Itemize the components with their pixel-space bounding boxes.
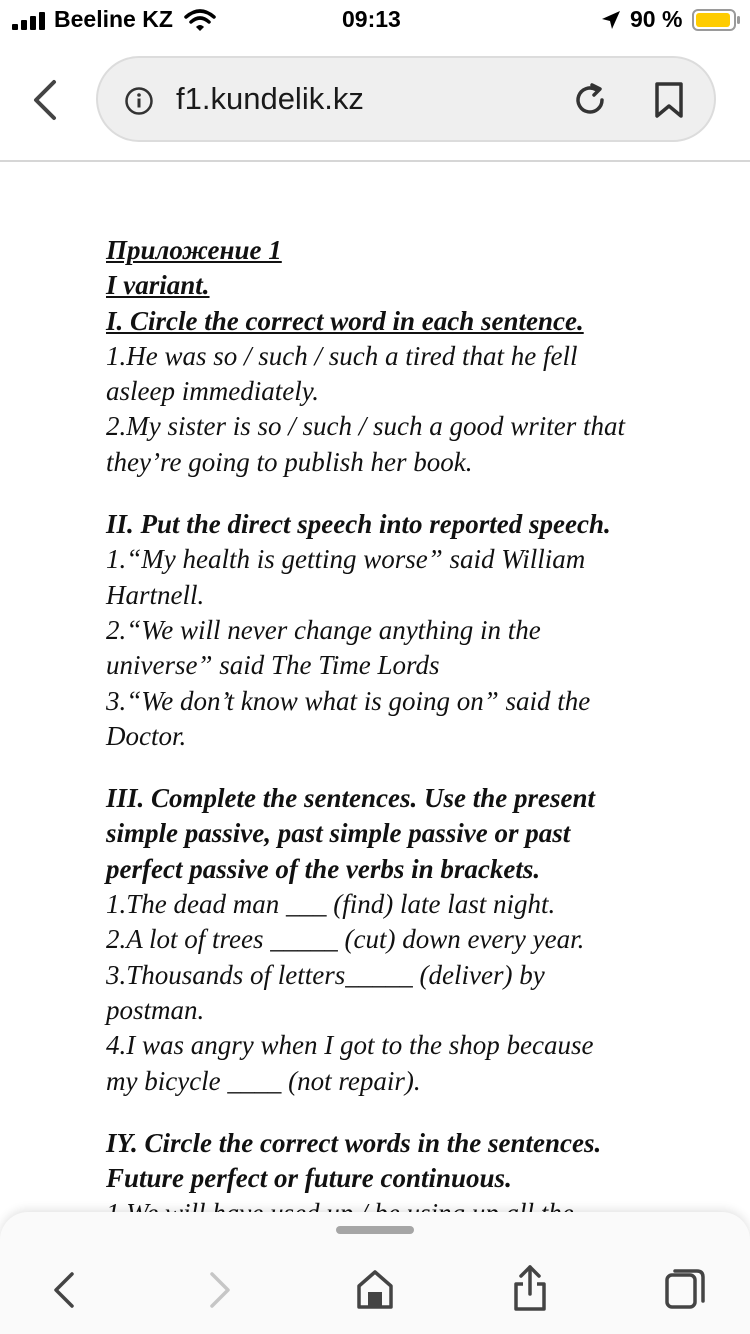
section-3-line: 4.I was angry when I got to the shop because xyxy=(106,1030,594,1061)
section-3-title: perfect passive of the verbs in brackets. xyxy=(106,853,541,884)
toolbar-handle[interactable] xyxy=(336,1226,414,1234)
section-3-line: 2.A lot of trees _____ (cut) down every year. xyxy=(106,924,585,955)
location-arrow-icon xyxy=(600,9,622,31)
home-icon[interactable] xyxy=(356,1268,394,1310)
section-2-line: 3.“We don’t know what is going on” said the xyxy=(106,685,591,716)
section-1-title: I. Circle the correct word in each sentence. xyxy=(106,305,584,336)
status-time: 09:13 xyxy=(342,6,401,32)
reload-icon[interactable] xyxy=(572,82,608,118)
forward-arrow-icon[interactable] xyxy=(206,1270,234,1310)
section-spacer xyxy=(106,480,706,507)
section-1-line: they’re going to publish her book. xyxy=(106,446,473,477)
section-2-line: universe” said The Time Lords xyxy=(106,650,440,681)
status-bar xyxy=(0,0,750,40)
section-spacer xyxy=(106,1099,706,1126)
section-4-title: IY. Circle the correct words in the sentences. xyxy=(106,1127,602,1158)
section-3-line: my bicycle ____ (not repair). xyxy=(106,1065,421,1096)
section-spacer xyxy=(106,754,706,781)
battery-percentage: 90 % xyxy=(630,6,683,32)
signal-icon xyxy=(12,12,48,30)
section-1-line: 1.He was so / such / such a tired that he fell xyxy=(106,340,578,371)
section-2-line: 2.“We will never change anything in the xyxy=(106,614,541,645)
carrier-name: Beeline KZ xyxy=(54,6,173,32)
battery-icon xyxy=(692,9,740,31)
section-3-line: 1.The dead man ___ (find) late last night. xyxy=(106,889,556,920)
header-divider xyxy=(0,160,750,162)
bookmark-icon[interactable] xyxy=(654,82,684,118)
back-chevron-icon[interactable] xyxy=(28,78,62,122)
tabs-icon[interactable] xyxy=(664,1268,706,1310)
section-3-title: simple passive, past simple passive or past xyxy=(106,818,571,849)
variant-label: I variant. xyxy=(106,270,210,301)
share-icon[interactable] xyxy=(512,1264,548,1312)
section-1-line: 2.My sister is so / such / such a good writer that xyxy=(106,411,625,442)
section-3-line: postman. xyxy=(106,994,205,1025)
back-arrow-icon[interactable] xyxy=(50,1270,78,1310)
section-1-line: asleep immediately. xyxy=(106,376,319,407)
section-2-line: Hartnell. xyxy=(106,579,205,610)
document-page xyxy=(106,233,706,1232)
url-text[interactable]: f1.kundelik.kz xyxy=(176,81,364,116)
section-2-title: II. Put the direct speech into reported speech. xyxy=(106,509,611,540)
section-3-line: 3.Thousands of letters_____ (deliver) by xyxy=(106,959,545,990)
section-3-title: III. Complete the sentences. Use the present xyxy=(106,783,595,814)
section-2-line: 1.“My health is getting worse” said William xyxy=(106,544,586,575)
section-4-title: Future perfect or future continuous. xyxy=(106,1163,512,1194)
document-heading: Приложение 1 xyxy=(106,235,282,265)
section-2-line: Doctor. xyxy=(106,720,187,751)
wifi-icon xyxy=(184,9,216,31)
info-icon[interactable] xyxy=(124,86,154,116)
